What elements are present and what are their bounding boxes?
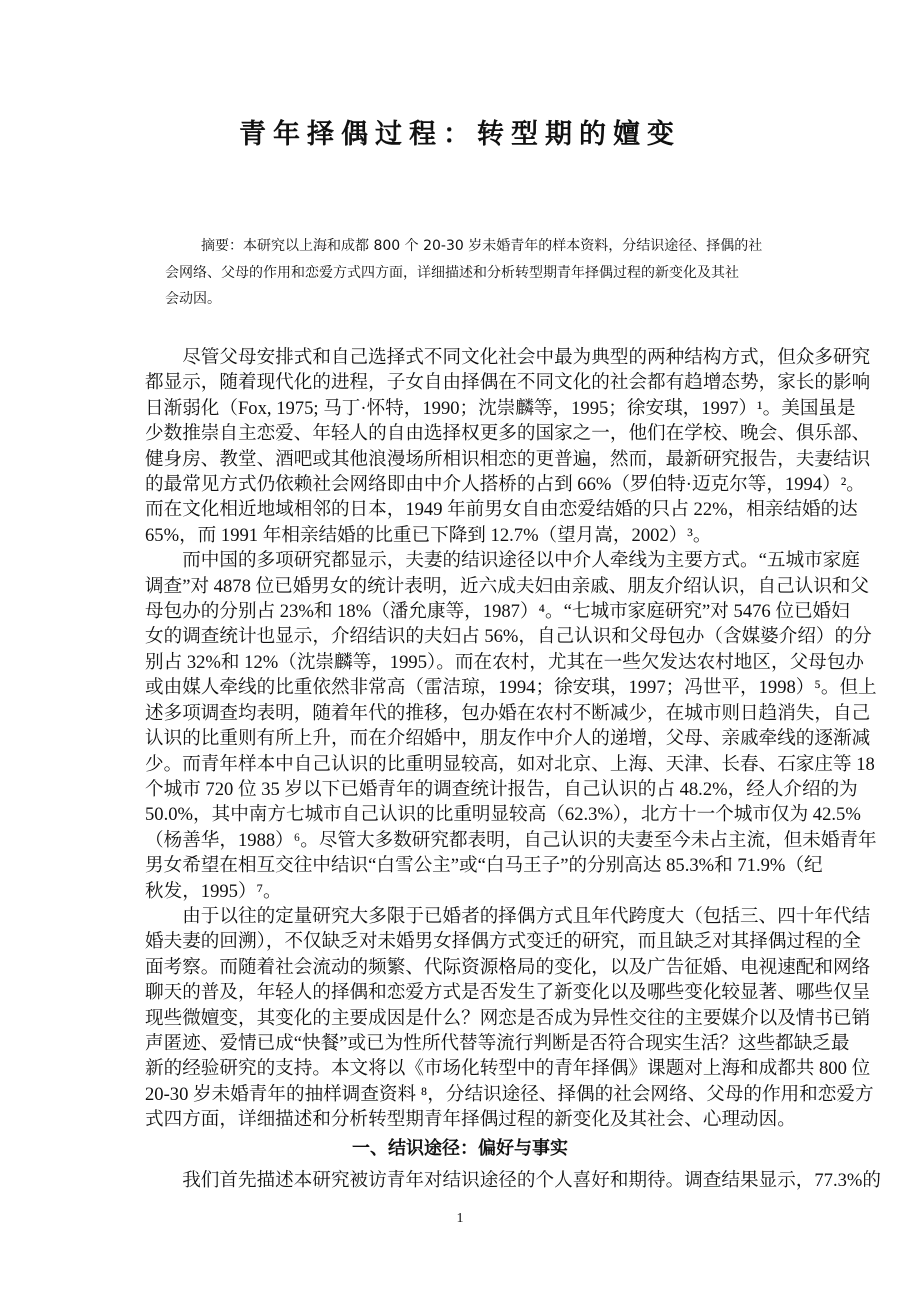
body-line: 65%，而 1991 年相亲结婚的比重已下降到 12.7%（望月嵩，2002）³。	[145, 524, 712, 546]
body-paragraph	[145, 904, 874, 1133]
body-line: 婚夫妻的回溯），不仅缺乏对未婚男女择偶方式变迁的研究，而且缺乏对其择偶过程的全	[145, 931, 861, 953]
abstract-line: 摘要：本研究以上海和成都 800 个 20-30 岁未婚青年的样本资料，分结识途径、择偶的社	[201, 238, 763, 254]
body-line: 男女希望在相互交往中结识“白雪公主”或“白马王子”的分别高达 85.3%和 71.9%（纪	[145, 855, 823, 877]
body-line: 现些微嬗变，其变化的主要成因是什么？网恋是否成为异性交往的主要媒介以及情书已销	[145, 1007, 871, 1029]
body-line: 20-30 岁未婚青年的抽样调查资料 ⁸，分结识途径、择偶的社会网络、父母的作用和恋爱方	[145, 1083, 874, 1105]
body-line: 女的调查统计也显示，介绍结识的夫妇占 56%，自己认识和父母包办（含媒婆介绍）的分	[145, 626, 872, 648]
body-text	[145, 345, 877, 1133]
body-line: 述多项调查均表明，随着年代的推移，包办婚在农村不断减少，在城市则日趋消失，自己	[145, 702, 871, 724]
body-line: 个城市 720 位 35 岁以下已婚青年的调查统计报告，自己认识的占 48.2%，经人介绍的为	[145, 778, 858, 800]
page-number: 1	[456, 1211, 464, 1226]
body-line: 认识的比重则有所上升，而在介绍婚中，朋友作中介人的递增，父母、亲戚牵线的逐渐减	[145, 728, 871, 750]
abstract-line: 会动因。	[165, 291, 221, 307]
body-line: 或由媒人牵线的比重依然非常高（雷洁琼，1994；徐安琪，1997；冯世平，1998）⁵。但上	[145, 677, 877, 699]
body-line: 面考察。而随着社会流动的频繁、代际资源格局的变化，以及广告征婚、电视速配和网络	[145, 956, 871, 978]
body-line: 健身房、教堂、酒吧或其他浪漫场所相识相恋的更普遍，然而，最新研究报告，夫妻结识	[145, 448, 871, 470]
body-line: 而中国的多项研究都显示，夫妻的结识途径以中介人牵线为主要方式。“五城市家庭	[145, 550, 860, 572]
body-line: 50.0%，其中南方七城市自己认识的比重明显较高（62.3%），北方十一个城市仅为 42.5%	[145, 804, 861, 826]
body-line: 新的经验研究的支持。本文将以《市场化转型中的青年择偶》课题对上海和成都共 800 位	[145, 1058, 871, 1080]
body-line: 的最常见方式仍依赖社会网络即由中介人搭桥的占到 66%（罗伯特·迈克尔等，1994）²。	[145, 474, 865, 496]
document-title: 青年择偶过程：转型期的嬗变	[239, 119, 681, 150]
body-line: 由于以往的定量研究大多限于已婚者的择偶方式且年代跨度大（包括三、四十年代结	[145, 905, 871, 927]
body-line: 式四方面，详细描述和分析转型期青年择偶过程的新变化及其社会、心理动因。	[145, 1109, 796, 1131]
body-line: 我们首先描述本研究被访青年对结识途径的个人喜好和期待。调查结果显示，77.3%的	[145, 1170, 881, 1191]
abstract	[165, 233, 785, 313]
body-line: 少数推崇自主恋爱、年轻人的自由选择权更多的国家之一，他们在学校、晚会、俱乐部、	[145, 423, 871, 445]
body-line: 少。而青年样本中自己认识的比重明显较高，如对北京、上海、天津、长春、石家庄等 18	[145, 753, 875, 775]
body-line: （杨善华，1988）⁶。尽管大多数研究都表明，自己认识的夫妻至今未占主流，但未婚青年	[145, 829, 877, 851]
section-heading: 一、结识途径：偏好与事实	[352, 1138, 568, 1159]
body-line: 日渐弱化（Fox, 1975; 马丁·怀特，1990；沈崇麟等，1995；徐安琪，1997）¹。美国虽是	[145, 397, 856, 419]
body-line: 声匿迹、爱情已成“快餐”或已为性所代替等流行判断是否符合现实生活？这些都缺乏最	[145, 1032, 850, 1054]
body-paragraph	[145, 548, 877, 904]
body-line: 秋发，1995）⁷。	[145, 880, 282, 902]
body-paragraph	[145, 1168, 881, 1193]
body-line: 别占 32%和 12%（沈崇麟等，1995）。而在农村，尤其在一些欠发达农村地区，父母包办	[145, 651, 864, 673]
body-line: 聊天的普及，年轻人的择偶和恋爱方式是否发生了新变化以及哪些变化较显著、哪些仅呈	[145, 982, 871, 1004]
body-line: 母包办的分别占 23%和 18%（潘允康等，1987）⁴。“七城市家庭研究”对 5476 位已婚妇	[145, 601, 850, 623]
body-line: 都显示，随着现代化的进程，子女自由择偶在不同文化的社会都有趋增态势，家长的影响	[145, 372, 871, 394]
body-line: 而在文化相近地域相邻的日本，1949 年前男女自由恋爱结婚的只占 22%，相亲结婚的达	[145, 499, 858, 521]
body-line: 调查”对 4878 位已婚男女的统计表明，近六成夫妇由亲戚、朋友介绍认识，自己认识和父	[145, 575, 870, 597]
abstract-line: 会网络、父母的作用和恋爱方式四方面，详细描述和分析转型期青年择偶过程的新变化及其社	[165, 264, 739, 281]
body-line: 尽管父母安排式和自己选择式不同文化社会中最为典型的两种结构方式，但众多研究	[145, 347, 871, 368]
body-paragraph	[145, 345, 871, 548]
